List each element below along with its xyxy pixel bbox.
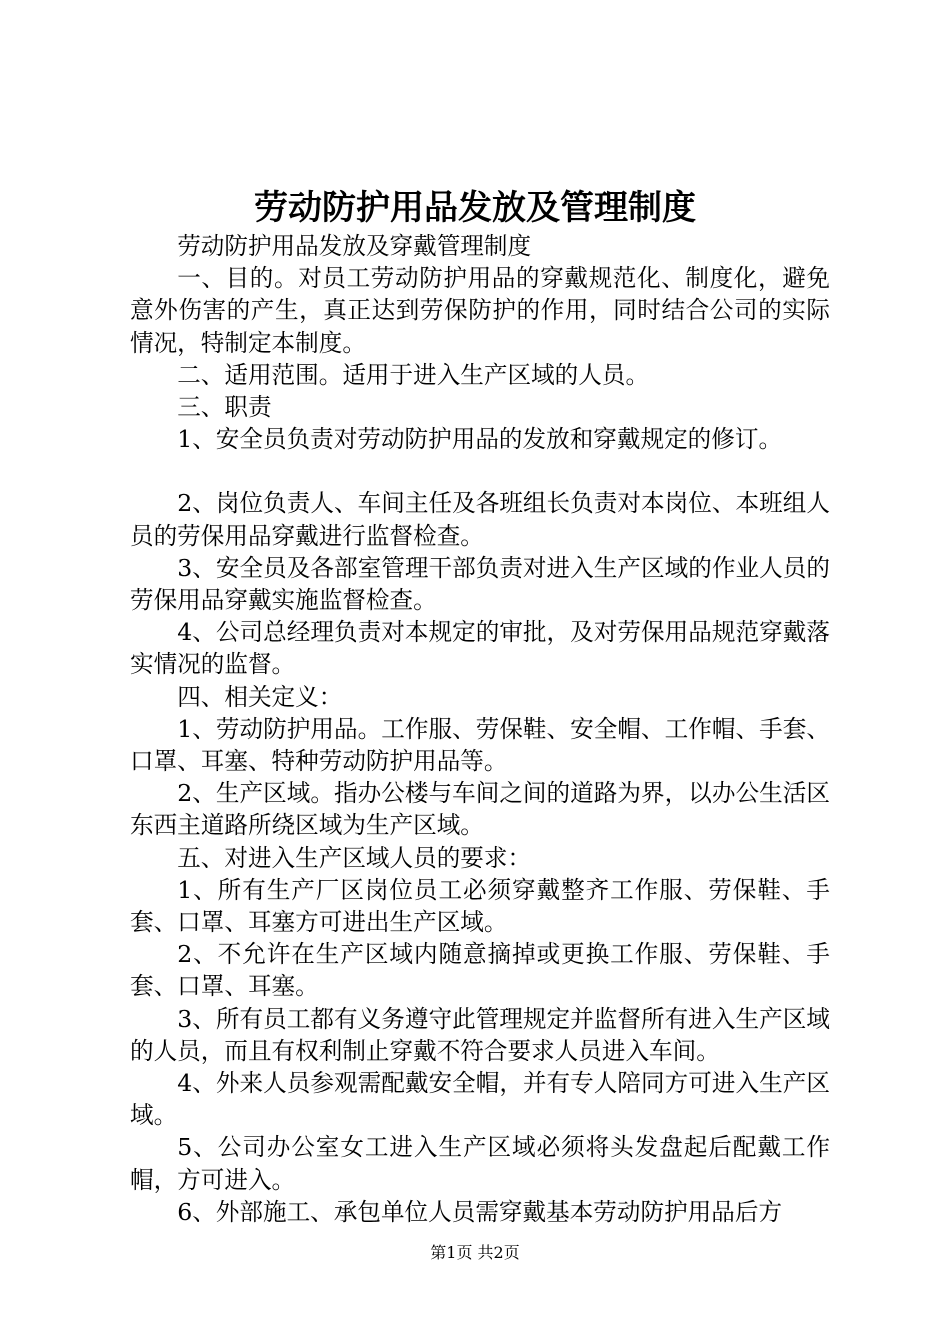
paragraph-scope: 二、适用范围。适用于进入生产区域的人员。	[177, 360, 650, 389]
paragraph-requirement-2: 2、不允许在生产区域内随意摘掉或更换工作服、劳保鞋、手套、口罩、耳塞。	[130, 940, 830, 1001]
paragraph-requirements-heading: 五、对进入生产区域人员的要求：	[177, 843, 532, 872]
paragraph-definition-1: 1、劳动防护用品。工作服、劳保鞋、安全帽、工作帽、手套、口罩、耳塞、特种劳动防护用品等。	[130, 714, 830, 776]
paragraph-requirement-5: 5、公司办公室女工进入生产区域必须将头发盘起后配戴工作帽，方可进入。	[130, 1133, 830, 1194]
paragraph-purpose: 一、目的。对员工劳动防护用品的穿戴规范化、制度化，避免意外伤害的产生，真正达到劳保防护的作用，同时结合公司的实际情况，特制定本制度。	[130, 264, 830, 357]
paragraph-duty-1: 1、安全员负责对劳动防护用品的发放和穿戴规定的修订。	[177, 425, 783, 454]
document-title: 劳动防护用品发放及管理制度	[254, 188, 696, 228]
paragraph-definitions-heading: 四、相关定义：	[177, 682, 343, 711]
paragraph-duty-2: 2、岗位负责人、车间主任及各班组长负责对本岗位、本班组人员的劳保用品穿戴进行监督检查。	[130, 489, 830, 550]
paragraph-definition-2: 2、生产区域。指办公楼与车间之间的道路为界，以办公生活区东西主道路所绕区域为生产区域。	[130, 779, 830, 840]
paragraph-requirement-3: 3、所有员工都有义务遵守此管理规定并监督所有进入生产区域的人员，而且有权利制止穿戴不符合要求人员进入车间。	[130, 1004, 830, 1065]
paragraph-duty-3: 3、安全员及各部室管理干部负责对进入生产区域的作业人员的劳保用品穿戴实施监督检查。	[130, 553, 830, 615]
paragraph-requirement-1: 1、所有生产厂区岗位员工必须穿戴整齐工作服、劳保鞋、手套、口罩、耳塞方可进出生产区域。	[130, 875, 830, 937]
paragraph-requirement-6: 6、外部施工、承包单位人员需穿戴基本劳动防护用品后方	[177, 1197, 783, 1226]
page-footer: 第1页 共2页	[430, 1243, 520, 1262]
paragraph-subtitle: 劳动防护用品发放及穿戴管理制度	[177, 232, 532, 260]
paragraph-duty-4: 4、公司总经理负责对本规定的审批，及对劳保用品规范穿戴落实情况的监督。	[130, 618, 830, 679]
paragraph-duties-heading: 三、职责	[177, 393, 272, 422]
paragraph-requirement-4: 4、外来人员参观需配戴安全帽，并有专人陪同方可进入生产区域。	[130, 1069, 830, 1130]
document-body	[130, 230, 830, 1228]
